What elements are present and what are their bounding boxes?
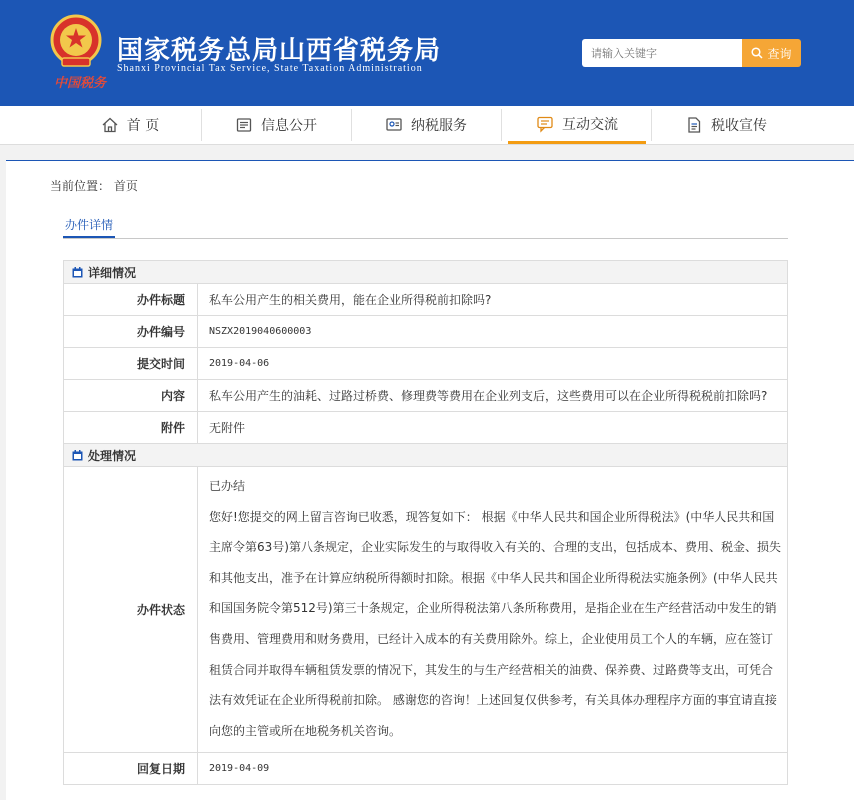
- table-row: [64, 284, 787, 316]
- table-row: [64, 348, 787, 380]
- section-title-details: 详细情况: [88, 265, 137, 280]
- row-label: 提交时间: [64, 348, 198, 379]
- document-icon: [685, 116, 703, 134]
- status-value: 已办结: [209, 479, 246, 493]
- nav-item-service[interactable]: [352, 106, 500, 144]
- nav-item-publicity[interactable]: [652, 106, 800, 144]
- section-header-handling: [64, 444, 787, 467]
- row-label: 办件状态: [64, 467, 198, 752]
- table-row: [64, 753, 787, 784]
- nav-item-info[interactable]: [202, 106, 350, 144]
- case-number-value: NSZX2019040600003: [209, 326, 312, 337]
- reply-text: 您好!您提交的网上留言咨询已收悉，现答复如下： 根据《中华人民共和国企业所得税法》(中华人民共和国主席令第63号)第八条规定，企业实际发生的与取得收入有关的、合理的支出，包括成本、费用、税金、损失和其他支出，准予在计算应纳税所得额时扣除。根据《中华人民共和国企业所得税法实施条例》(中华人民共和国国务院令第512号)第三十条规定，企业所得税法第八条所称费用，是指企业在生产经营活动中发生的销售费用、管理费用和财务费用，已经计入成本的有关费用除外。综上，企业使用员工个人的车辆，应在签订租赁合同并取得车辆租赁发票的情况下，其发生的与生产经营相关的油费、保养费、过路费等支出，可凭合法有效凭证在企业所得税前扣除。 感谢您的咨询！上述回复仅供参考，有关具体办理程序方面的事宜请直接向您的主管或所在地税务机关咨询。: [209, 509, 781, 738]
- row-label: 办件标题: [64, 284, 198, 315]
- search-button[interactable]: [742, 39, 801, 67]
- calendar-icon: [72, 267, 83, 278]
- case-detail-table: [63, 260, 788, 785]
- breadcrumb-home-link[interactable]: 首页: [113, 179, 138, 193]
- search-bar: [582, 39, 801, 67]
- nav-label-home: 首 页: [126, 118, 160, 134]
- content-panel: [6, 160, 854, 800]
- table-row: [64, 316, 787, 348]
- section-title-handling: 处理情况: [88, 448, 137, 463]
- table-row: [64, 467, 787, 753]
- nav-item-home[interactable]: [60, 106, 200, 144]
- section-header-details: [64, 261, 787, 284]
- home-icon: [101, 116, 119, 134]
- site-header: [0, 0, 854, 106]
- row-label: 内容: [64, 380, 198, 411]
- row-label: 办件编号: [64, 316, 198, 347]
- status-cell: [198, 467, 787, 752]
- row-label: 回复日期: [64, 753, 198, 784]
- search-button-label: 查询: [767, 46, 792, 61]
- reply-date-value: 2019-04-09: [209, 763, 270, 775]
- site-title: 国家税务总局山西省税务局: [117, 36, 442, 66]
- submit-date-value: 2019-04-06: [209, 358, 270, 369]
- nav-label-interaction: 互动交流: [562, 116, 618, 133]
- table-row: [64, 412, 787, 444]
- tab-case-details[interactable]: 办件详情: [63, 216, 115, 238]
- tax-emblem-icon: [50, 14, 102, 70]
- nav-label-info: 信息公开: [261, 118, 317, 134]
- row-label: 附件: [64, 412, 198, 443]
- content-value: 私车公用产生的油耗、过路过桥费、修理费等费用在企业列支后，这些费用可以在企业所得税税前扣除吗?: [209, 389, 768, 403]
- nav-divider: [501, 109, 502, 141]
- nav-item-interaction[interactable]: [508, 106, 646, 144]
- service-icon: [385, 116, 403, 134]
- search-icon: [751, 47, 763, 59]
- breadcrumb-prefix: 当前位置：: [50, 179, 111, 193]
- nav-label-service: 纳税服务: [411, 118, 467, 134]
- search-input[interactable]: [582, 39, 742, 67]
- case-title-value: 私车公用产生的相关费用，能在企业所得税前扣除吗?: [209, 293, 492, 307]
- calendar-icon: [72, 450, 83, 461]
- attachment-value: 无附件: [209, 421, 246, 435]
- info-icon: [235, 116, 253, 134]
- table-row: [64, 380, 787, 412]
- breadcrumb: [50, 177, 138, 194]
- main-nav: [0, 106, 854, 145]
- tab-bar: [63, 216, 788, 239]
- site-subtitle: Shanxi Provincial Tax Service, State Taxation Administration: [117, 63, 423, 74]
- nav-label-publicity: 税收宣传: [711, 118, 767, 134]
- chat-icon: [536, 115, 554, 133]
- emblem-caption: 中国税务: [54, 76, 107, 91]
